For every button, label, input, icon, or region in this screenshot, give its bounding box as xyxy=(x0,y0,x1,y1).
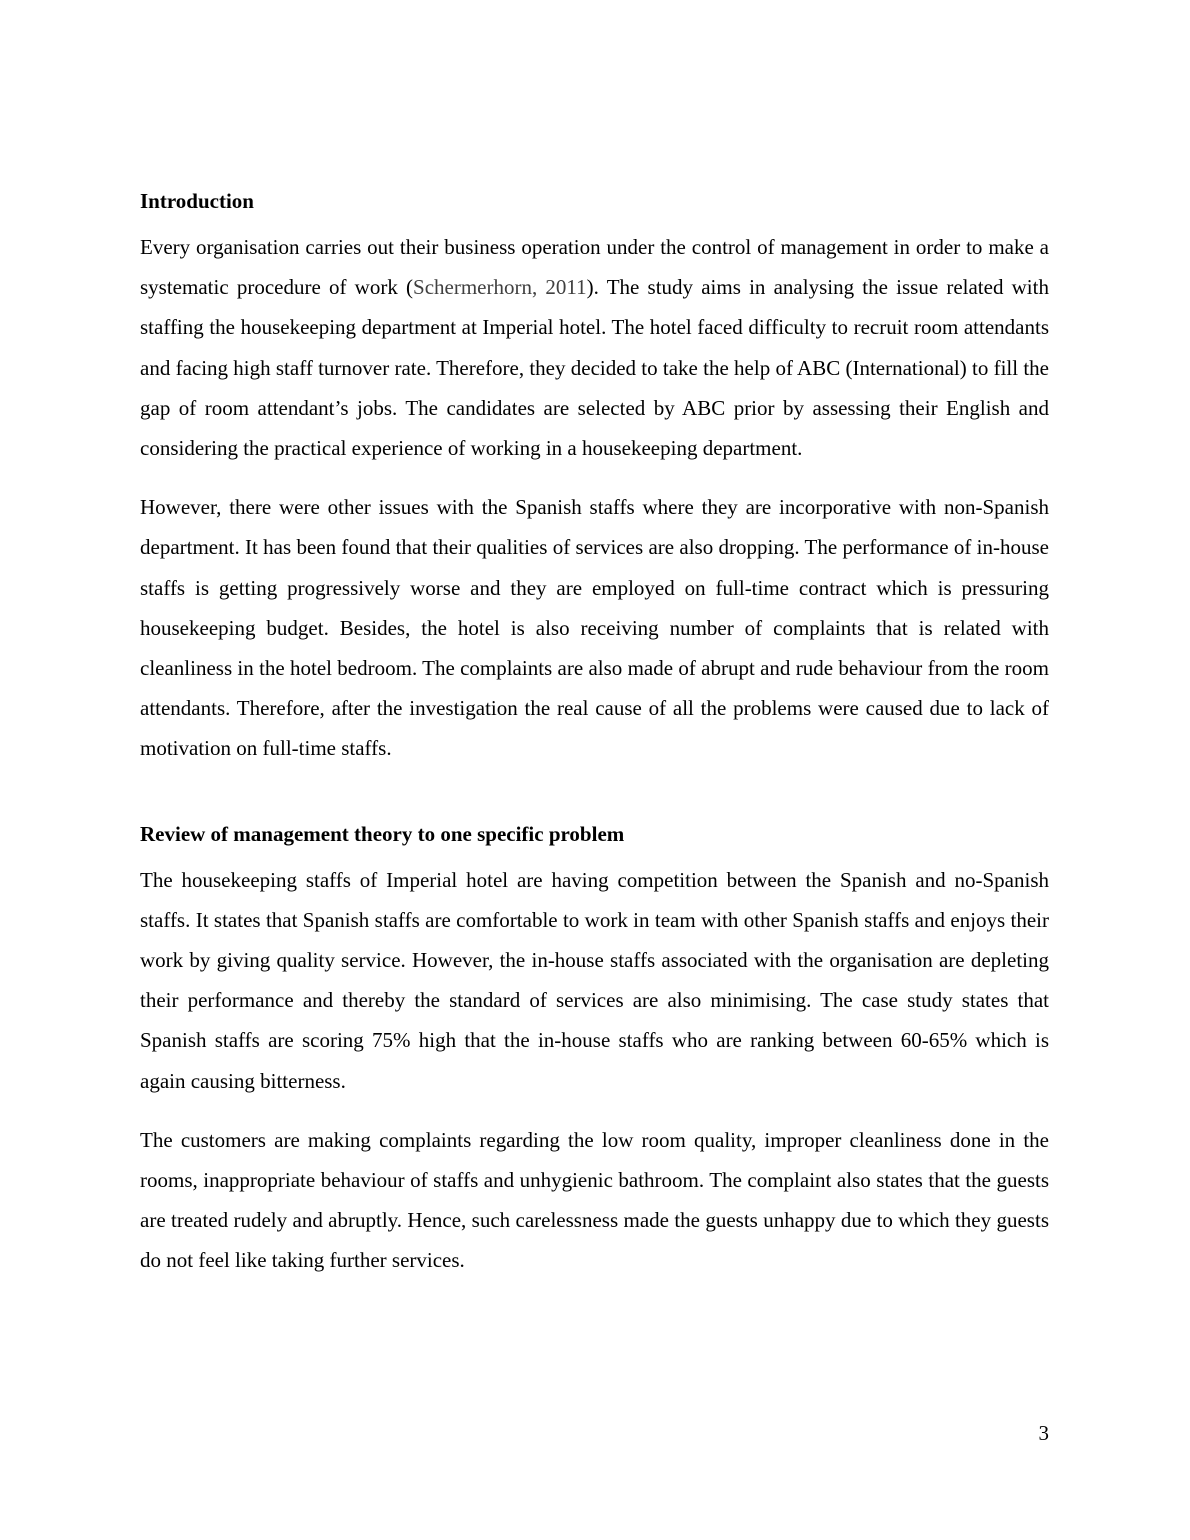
section-spacer xyxy=(140,769,1049,820)
page-content xyxy=(140,187,1049,1281)
paragraph: The housekeeping staffs of Imperial hotel are having competition between the Spanish and no-Spanish staffs. It states that Spanish staffs are comfortable to work in team with other Spanish staffs and enjoys their work by giving quality service. However, the in-house staffs associated with the organisation are depleting their performance and thereby the standard of services are also minimising. The case study states that Spanish staffs are scoring 75% high that the in-house staffs who are ranking between 60-65% which is again causing bitterness. xyxy=(140,867,1049,1093)
section-heading: Review of management theory to one specific problem xyxy=(140,821,625,846)
paragraph: However, there were other issues with the Spanish staffs where they are incorporative with non-Spanish department. It has been found that their qualities of services are also dropping. The performance of in-house staffs is getting progressively worse and they are employed on full-time contract which is pressuring housekeeping budget. Besides, the hotel is also receiving number of complaints that is related with cleanliness in the hotel bedroom. The complaints are also made of abrupt and rude behaviour from the room attendants. Therefore, after the investigation the real cause of all the problems were caused due to lack of motivation on full-time staffs. xyxy=(140,495,1049,761)
paragraph-text: Every organisation carries out their business operation under the control of management in order to make a systematic procedure of work ( xyxy=(140,235,1049,300)
paragraph-text: ). The study aims in analysing the issue related with staffing the housekeeping department at Imperial hotel. The hotel faced difficulty to recruit room attendants and facing high staff turnover rate. Therefore, they decided to take the help of ABC (International) to fill the gap of room attendant’s jobs. The candidates are selected by ABC prior by assessing their English and considering the practical experience of working in a housekeeping department. xyxy=(140,275,1049,461)
section-review xyxy=(140,820,1049,1281)
paragraph xyxy=(140,227,1049,468)
citation: Schermerhorn, 2011 xyxy=(413,275,587,300)
section-introduction xyxy=(140,187,1049,769)
section-heading: Introduction xyxy=(140,189,254,213)
page-number: 3 xyxy=(1038,1421,1049,1445)
paragraph: The customers are making complaints regarding the low room quality, improper cleanliness done in the rooms, inappropriate behaviour of staffs and unhygienic bathroom. The complaint also states that the guests are treated rudely and abruptly. Hence, such carelessness made the guests unhappy due to which they guests do not feel like taking further services. xyxy=(140,1127,1049,1273)
